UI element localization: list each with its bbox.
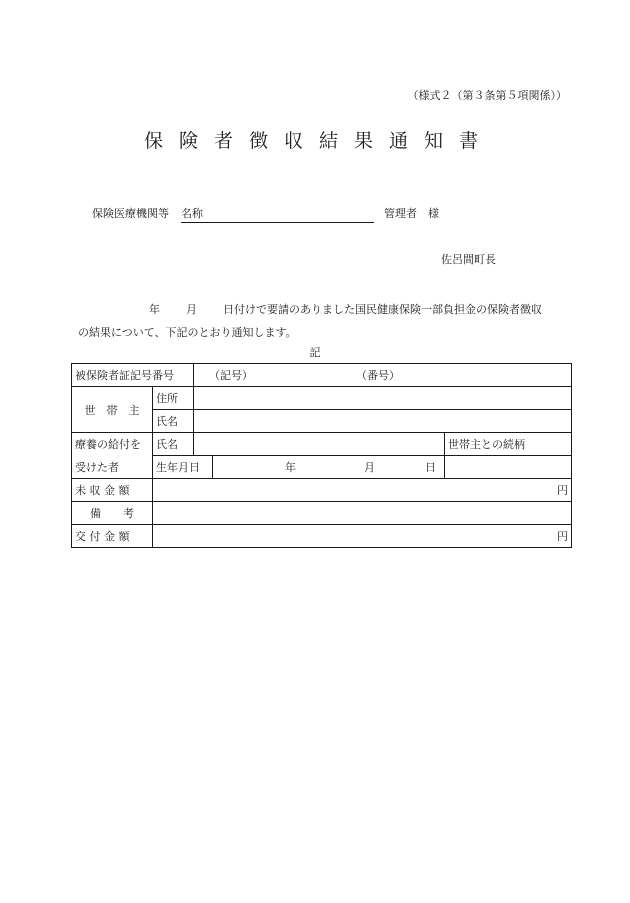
birthdate-label: 生年月日: [153, 456, 213, 479]
addressee-prefix: 保険医療機関等: [92, 207, 169, 220]
facility-name-label: 名称: [181, 207, 203, 220]
document-title: 保険者徴収結果通知書: [143, 130, 494, 152]
uncollected-yen: 円: [557, 484, 568, 497]
birth-month: 月: [364, 461, 375, 474]
kigou-label: （記号）: [209, 369, 253, 382]
recipient-label-2: 受けた者: [72, 456, 153, 479]
uncollected-amount-field[interactable]: [153, 479, 572, 502]
recipient-label-1: 療養の給付を: [72, 433, 153, 456]
householder-name-label: 氏名: [153, 410, 194, 433]
notice-line-1: [78, 298, 583, 321]
body-year: 年: [149, 303, 160, 316]
row-recipient-name: [72, 433, 572, 456]
manager-salutation: 管理者 様: [384, 207, 439, 220]
householder-label: 世 帯 主: [72, 387, 153, 433]
insured-number-label: 被保険者証記号番号: [72, 364, 194, 387]
granted-yen: 円: [557, 530, 568, 543]
row-uncollected: [72, 479, 572, 502]
row-remarks: [72, 502, 572, 525]
householder-name-field[interactable]: [194, 410, 572, 433]
addressee-line: [92, 205, 439, 223]
insured-number-field[interactable]: [194, 364, 572, 387]
form-reference: （様式２（第３条第５項関係））: [407, 89, 567, 102]
granted-label: 交 付 金 額: [72, 525, 153, 548]
birth-day: 日: [425, 461, 436, 474]
remarks-label: 備 考: [72, 502, 153, 525]
row-granted: [72, 525, 572, 548]
ki-heading: 記: [309, 346, 321, 359]
householder-address-field[interactable]: [194, 387, 572, 410]
row-insured-number: [72, 364, 572, 387]
notice-line-2: の結果について、下記のとおり通知します。: [78, 326, 297, 339]
body-month: 月: [186, 303, 197, 316]
facility-name-field: [181, 205, 374, 223]
recipient-name-label: 氏名: [153, 433, 194, 456]
relation-label: 世帯主との続柄: [445, 433, 572, 456]
relation-field[interactable]: [445, 456, 572, 479]
recipient-name-field[interactable]: [194, 433, 445, 456]
row-householder-address: [72, 387, 572, 410]
granted-amount-field[interactable]: [153, 525, 572, 548]
sender-name: 佐呂間町長: [441, 253, 496, 266]
record-table: [71, 363, 572, 548]
remarks-field[interactable]: [153, 502, 572, 525]
bangou-label: （番号）: [356, 369, 400, 382]
householder-address-label: 住所: [153, 387, 194, 410]
uncollected-label: 未 収 金 額: [72, 479, 153, 502]
birthdate-field[interactable]: [213, 456, 445, 479]
birth-year: 年: [285, 461, 296, 474]
body-line1-rest: 日付けで要請のありました国民健康保険一部負担金の保険者徴収: [223, 303, 542, 316]
notice-body: [78, 298, 583, 344]
row-recipient-birth: [72, 456, 572, 479]
